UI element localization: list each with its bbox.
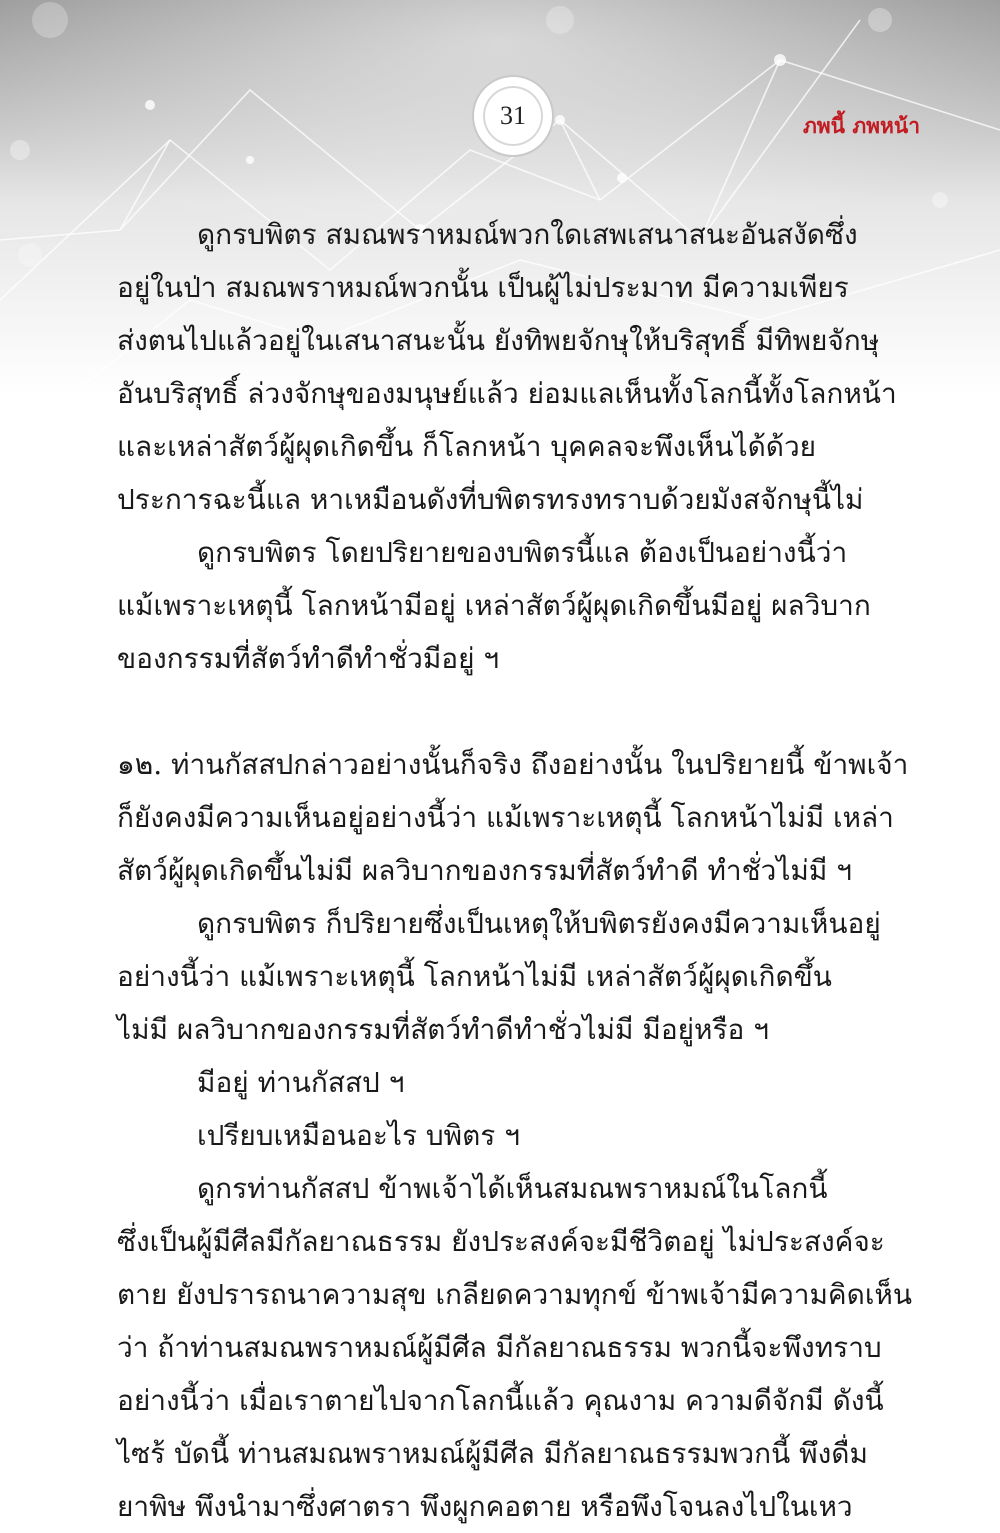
text-line: และเหล่าสัตว์ผู้ผุดเกิดขึ้น ก็โลกหน้า บุคคลจะพึงเห็นได้ด้วย	[117, 430, 817, 463]
text-line: อันบริสุทธิ์ ล่วงจักษุของมนุษย์แล้ว ย่อมแลเห็นทั้งโลกนี้ทั้งโลกหน้า	[117, 377, 897, 410]
text-line: ซึ่งเป็นผู้มีศีลมีกัลยาณธรรม ยังประสงค์จะมีชีวิตอยู่ ไม่ประสงค์จะ	[117, 1225, 885, 1258]
text-line: ของกรรมที่สัตว์ทำดีทำชั่วมีอยู่ ฯ	[117, 642, 500, 675]
text-line: ส่งตนไปแล้วอยู่ในเสนาสนะนั้น ยังทิพยจักษุให้บริสุทธิ์ มีทิพยจักษุ	[117, 324, 880, 357]
text-line: เปรียบเหมือนอะไร บพิตร ฯ	[197, 1119, 520, 1152]
text-line: ดูกรบพิตร โดยปริยายของบพิตรนี้แล ต้องเป็นอย่างนี้ว่า	[197, 536, 848, 569]
text-line: ๑๒. ท่านกัสสปกล่าวอย่างนั้นก็จริง ถึงอย่างนั้น ในปริยายนี้ ข้าพเจ้า	[117, 748, 909, 781]
text-line: ก็ยังคงมีความเห็นอยู่อย่างนี้ว่า แม้เพราะเหตุนี้ โลกหน้าไม่มี เหล่า	[117, 801, 894, 834]
text-line: แม้เพราะเหตุนี้ โลกหน้ามีอยู่ เหล่าสัตว์ผู้ผุดเกิดขึ้นมีอยู่ ผลวิบาก	[117, 589, 871, 622]
body-text	[117, 208, 923, 1533]
text-line: ยาพิษ พึงนำมาซึ่งศาตรา พึงผูกคอตาย หรือพึงโจนลงไปในเหว	[117, 1490, 853, 1523]
text-line: ดูกรบพิตร ก็ปริยายซึ่งเป็นเหตุให้บพิตรยังคงมีความเห็นอยู่	[197, 907, 881, 940]
text-line: ว่า ถ้าท่านสมณพราหมณ์ผู้มีศีล มีกัลยาณธรรม พวกนี้จะพึงทราบ	[117, 1331, 882, 1364]
text-line: ดูกรท่านกัสสป ข้าพเจ้าได้เห็นสมณพราหมณ์ในโลกนี้	[197, 1172, 828, 1205]
text-line: ตาย ยังปรารถนาความสุข เกลียดความทุกข์ ข้าพเจ้ามีความคิดเห็น	[117, 1278, 912, 1311]
text-line: อย่างนี้ว่า เมื่อเราตายไปจากโลกนี้แล้ว คุณงาม ความดีจักมี ดังนี้	[117, 1384, 884, 1417]
text-line: อยู่ในป่า สมณพราหมณ์พวกนั้น เป็นผู้ไม่ประมาท มีความเพียร	[117, 271, 849, 304]
page-number-badge	[474, 77, 552, 155]
text-line: มีอยู่ ท่านกัสสป ฯ	[197, 1066, 405, 1099]
text-line: ไม่มี ผลวิบากของกรรมที่สัตว์ทำดีทำชั่วไม่มี มีอยู่หรือ ฯ	[117, 1013, 769, 1046]
text-line: สัตว์ผู้ผุดเกิดขึ้นไม่มี ผลวิบากของกรรมที่สัตว์ทำดี ทำชั่วไม่มี ฯ	[117, 854, 852, 887]
running-title: ภพนี้ ภพหน้า	[802, 113, 920, 138]
page-number: 31	[500, 101, 526, 130]
text-line: ประการฉะนี้แล หาเหมือนดังที่บพิตรทรงทราบด้วยมังสจักษุนี้ไม่	[117, 483, 864, 516]
blank-line	[117, 685, 923, 738]
text-line: อย่างนี้ว่า แม้เพราะเหตุนี้ โลกหน้าไม่มี เหล่าสัตว์ผู้ผุดเกิดขึ้น	[117, 960, 832, 993]
text-line: ดูกรบพิตร สมณพราหมณ์พวกใดเสพเสนาสนะอันสงัดซึ่ง	[197, 218, 858, 251]
text-line: ไซร้ บัดนี้ ท่านสมณพราหมณ์ผู้มีศีล มีกัลยาณธรรมพวกนี้ พึงดื่ม	[117, 1437, 868, 1470]
